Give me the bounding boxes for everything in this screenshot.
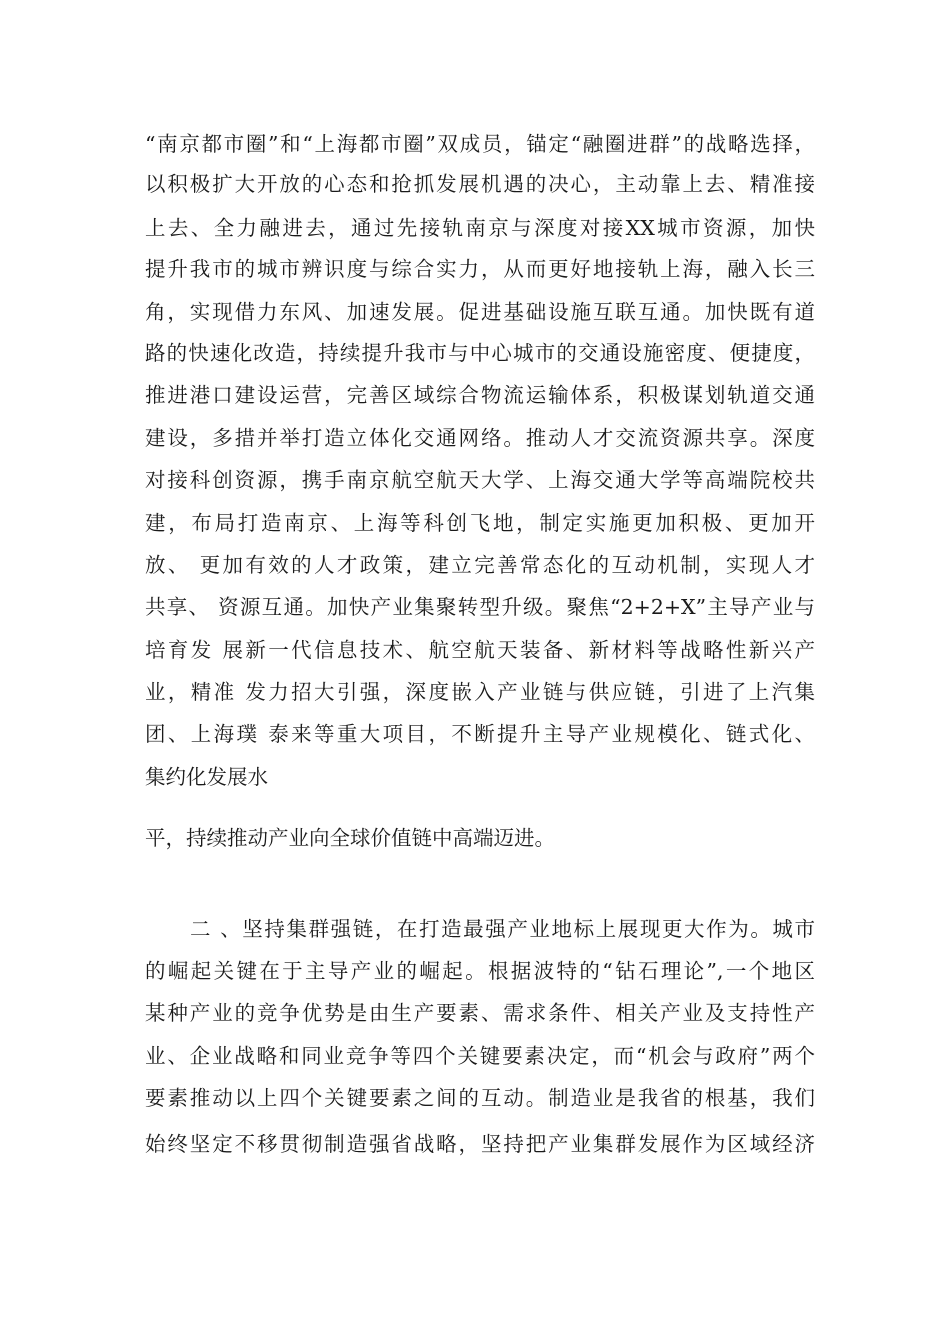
text-line: 推进港口建设运营，完善区域综合物流运输体系，积极谋划轨道交通 bbox=[145, 383, 815, 407]
text-line: 共享、 资源互通。加快产业集聚转型升级。聚焦“2+2+X”主导产业与 bbox=[145, 595, 815, 619]
text-line: 角，实现借力东风、加速发展。促进基础设施互联互通。加快既有道 bbox=[145, 300, 815, 324]
text-line: 上去、全力融进去，通过先接轨南京与深度对接XX城市资源，加快 bbox=[145, 216, 815, 240]
text-line: 某种产业的竞争优势是由生产要素、需求条件、相关产业及支持性产 bbox=[145, 1001, 815, 1025]
text-line: 平，持续推动产业向全球价值链中高端迈进。 bbox=[145, 826, 555, 850]
text-line: 路的快速化改造，持续提升我市与中心城市的交通设施密度、便捷度， bbox=[145, 341, 815, 365]
text-line: 的崛起关键在于主导产业的崛起。根据波特的“钻石理论”,一个地区 bbox=[145, 959, 815, 983]
text-line: 以积极扩大开放的心态和抢抓发展机遇的决心，主动靠上去、精准接 bbox=[145, 172, 815, 196]
text-line: 业，精准 发力招大引强，深度嵌入产业链与供应链，引进了上汽集 bbox=[145, 680, 815, 704]
text-line: 始终坚定不移贯彻制造强省战略，坚持把产业集群发展作为区域经济 bbox=[145, 1132, 815, 1156]
text-line: 二 、坚持集群强链，在打造最强产业地标上展现更大作为。城市 bbox=[190, 917, 815, 941]
text-line: 业、企业战略和同业竞争等四个关键要素决定，而“机会与政府”两个 bbox=[145, 1044, 815, 1068]
text-line: 团、上海璞 泰来等重大项目，不断提升主导产业规模化、链式化、 bbox=[145, 722, 815, 746]
text-line: 建设，多措并举打造立体化交通网络。推动人才交流资源共享。深度 bbox=[145, 426, 815, 450]
text-line: 提升我市的城市辨识度与综合实力，从而更好地接轨上海，融入长三 bbox=[145, 257, 815, 281]
text-line: 建，布局打造南京、上海等科创飞地，制定实施更加积极、更加开 bbox=[145, 511, 815, 535]
text-line: 放、 更加有效的人才政策，建立完善常态化的互动机制，实现人才 bbox=[145, 553, 815, 577]
text-line: 对接科创资源，携手南京航空航天大学、上海交通大学等高端院校共 bbox=[145, 468, 815, 492]
text-line: 要素推动以上四个关键要素之间的互动。制造业是我省的根基，我们 bbox=[145, 1086, 815, 1110]
text-line: 培育发 展新一代信息技术、航空航天装备、新材料等战略性新兴产 bbox=[145, 638, 815, 662]
text-line: 集约化发展水 bbox=[145, 765, 268, 789]
text-line: “南京都市圈”和“上海都市圈”双成员，锚定“融圈进群”的战略选择， bbox=[145, 132, 815, 156]
